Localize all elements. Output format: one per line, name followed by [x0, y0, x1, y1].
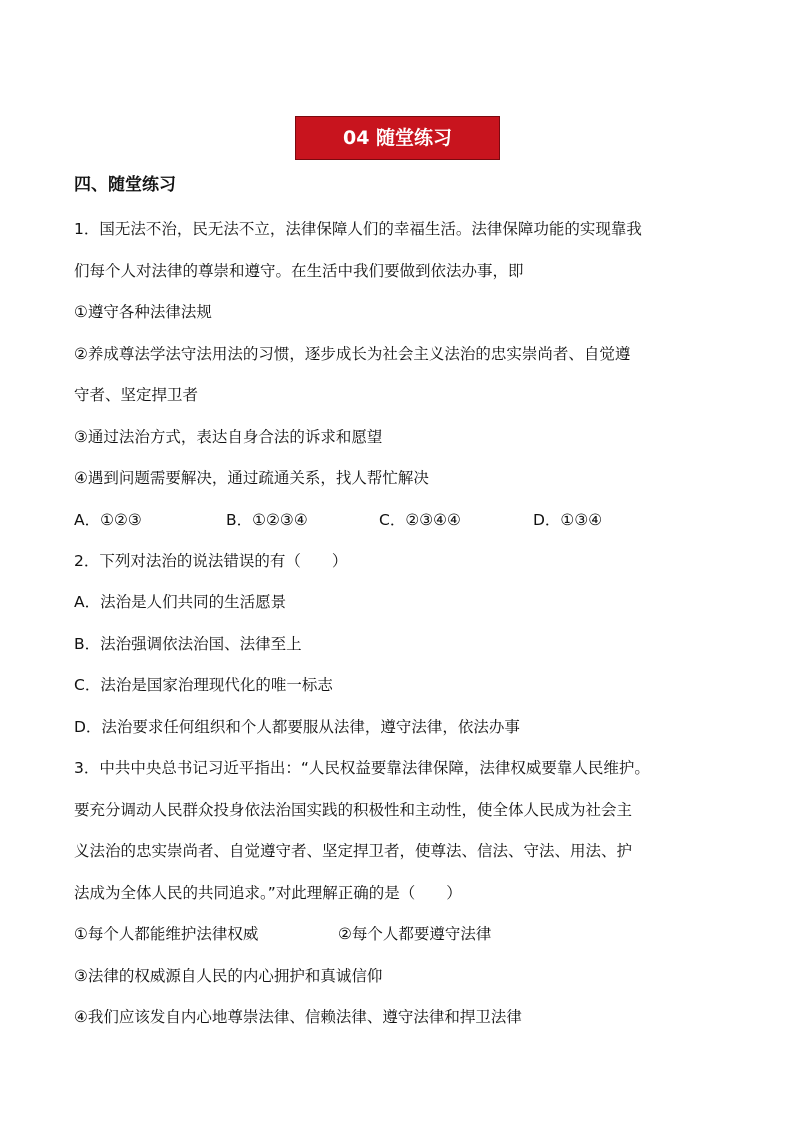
q3-item-2: ②每个人都要遵守法律: [338, 925, 492, 943]
section-banner: 04 随堂练习: [295, 116, 500, 160]
q1-option-c: C．②③④④: [379, 511, 461, 529]
q1-option-a: A．①②③: [74, 511, 142, 529]
q1-item-2b: 守者、坚定捍卫者: [74, 386, 199, 404]
q3-item-1: ①每个人都能维护法律权威: [74, 925, 259, 943]
q3-stem-line3: 义法治的忠实崇尚者、自觉遵守者、坚定捍卫者，使尊法、信法、守法、用法、护: [74, 842, 633, 860]
q1-options: [74, 508, 674, 530]
q2-stem: 2．下列对法治的说法错误的有（ ）: [74, 552, 348, 570]
q3-stem-line2: 要充分调动人民群众投身依法治国实践的积极性和主动性，使全体人民成为社会主: [74, 801, 633, 819]
q1-item-2a: ②养成尊法学法守法用法的习惯，逐步成长为社会主义法治的忠实崇尚者、自觉遵: [74, 345, 631, 363]
q1-item-4: ④遇到问题需要解决，通过疏通关系，找人帮忙解决: [74, 469, 429, 487]
q2-option-b: B．法治强调依法治国、法律至上: [74, 635, 302, 653]
q1-option-d: D．①③④: [533, 511, 603, 529]
q3-stem-line4: 法成为全体人民的共同追求。”对此理解正确的是（ ）: [74, 884, 462, 902]
section-title: 四、随堂练习: [74, 175, 176, 195]
q3-item-4: ④我们应该发自内心地尊崇法律、信赖法律、遵守法律和捍卫法律: [74, 1008, 522, 1026]
q2-option-c: C．法治是国家治理现代化的唯一标志: [74, 676, 333, 694]
q1-stem-line2: 们每个人对法律的尊崇和遵守。在生活中我们要做到依法办事，即: [74, 262, 524, 280]
q2-option-d: D．法治要求任何组织和个人都要服从法律，遵守法律，依法办事: [74, 718, 520, 736]
q1-option-b: B．①②③④: [226, 511, 308, 529]
q3-item-3: ③法律的权威源自人民的内心拥护和真诚信仰: [74, 967, 383, 985]
q3-stem-line1: 3．中共中央总书记习近平指出：“人民权益要靠法律保障，法律权威要靠人民维护。: [74, 759, 650, 777]
q1-item-1: ①遵守各种法律法规: [74, 303, 212, 321]
q2-option-a: A．法治是人们共同的生活愿景: [74, 593, 287, 611]
q1-item-3: ③通过法治方式，表达自身合法的诉求和愿望: [74, 428, 383, 446]
q1-stem-line1: 1．国无法不治，民无法不立，法律保障人们的幸福生活。法律保障功能的实现靠我: [74, 220, 642, 238]
